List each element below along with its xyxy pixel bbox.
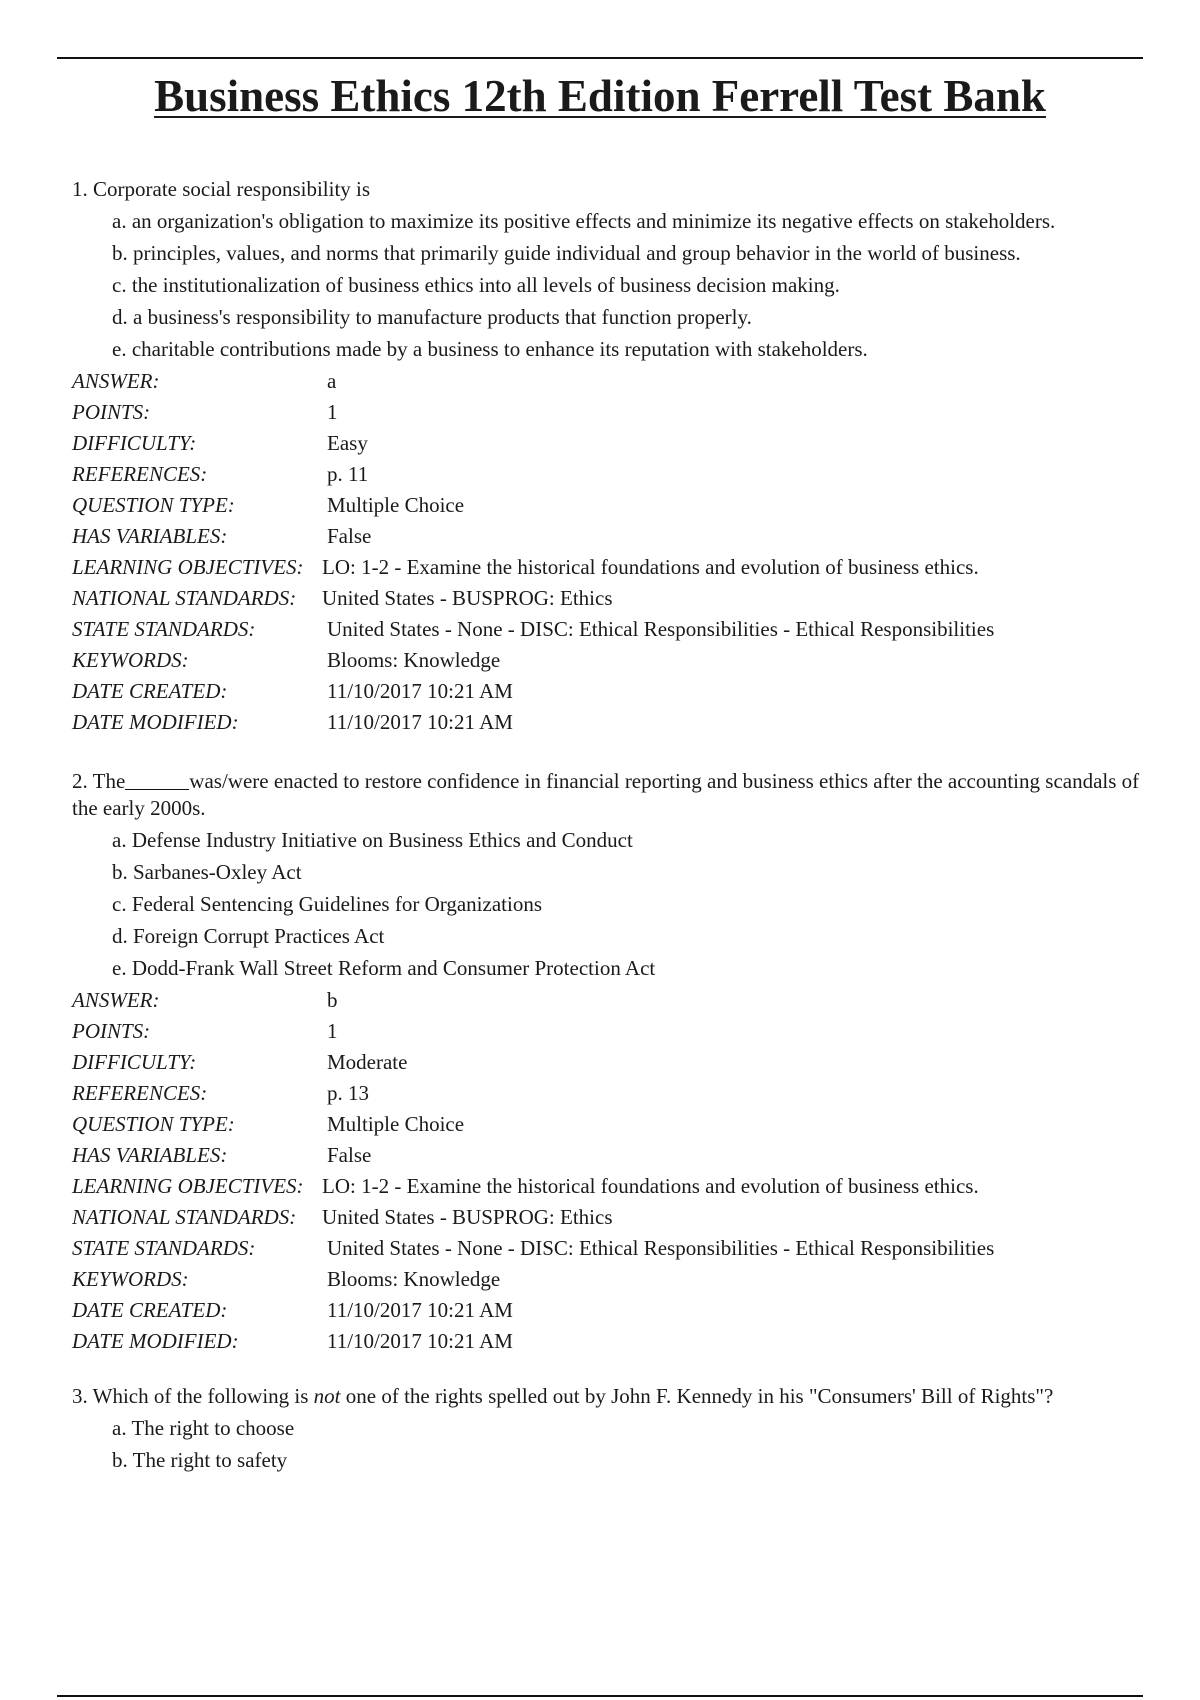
meta-value: 11/10/2017 10:21 AM <box>327 710 513 734</box>
meta-row-references <box>72 459 1140 490</box>
meta-row-keywords <box>72 645 1140 676</box>
meta-value: 11/10/2017 10:21 AM <box>327 679 513 703</box>
meta-label: REFERENCES: <box>72 1081 208 1105</box>
answer-option-a: a. The right to choose <box>112 1416 295 1440</box>
answer-option-c: c. Federal Sentencing Guidelines for Organizations <box>112 892 542 916</box>
answer-option-b: b. The right to safety <box>112 1448 288 1472</box>
meta-value: Multiple Choice <box>327 1112 465 1136</box>
question-stem <box>72 768 1140 822</box>
meta-row-learning-objectives <box>72 552 1140 583</box>
bottom-rule <box>57 1695 1143 1697</box>
answer-option-b: b. principles, values, and norms that primarily guide individual and group behavior in the world of business. <box>112 241 1021 265</box>
meta-label: POINTS: <box>72 400 151 424</box>
meta-row-has-variables <box>72 521 1140 552</box>
meta-value: United States - BUSPROG: Ethics <box>322 586 613 610</box>
meta-value: 1 <box>327 1019 338 1043</box>
meta-label: ANSWER: <box>72 988 160 1012</box>
meta-value: LO: 1-2 - Examine the historical foundations and evolution of business ethics. <box>322 555 979 579</box>
meta-value: b <box>327 988 338 1012</box>
meta-row-answer <box>72 366 1140 397</box>
question-stem-start: 3. Which of the following is <box>72 1384 309 1408</box>
fill-in-blank <box>125 771 189 790</box>
meta-label: LEARNING OBJECTIVES: <box>72 1174 304 1198</box>
meta-row-has-variables <box>72 1140 1140 1171</box>
meta-label: STATE STANDARDS: <box>72 617 256 641</box>
meta-label: DATE CREATED: <box>72 679 228 703</box>
meta-value: Easy <box>327 431 368 455</box>
meta-row-difficulty <box>72 428 1140 459</box>
meta-value: p. 11 <box>327 462 369 486</box>
meta-value: Blooms: Knowledge <box>327 1267 501 1291</box>
meta-value: False <box>327 1143 372 1167</box>
meta-row-references <box>72 1078 1140 1109</box>
meta-value: United States - BUSPROG: Ethics <box>322 1205 613 1229</box>
meta-label: DIFFICULTY: <box>72 1050 197 1074</box>
question-list <box>72 176 1140 1506</box>
meta-row-state-standards <box>72 1233 1140 1264</box>
meta-value: False <box>327 524 372 548</box>
meta-row-national-standards <box>72 1202 1140 1233</box>
answer-option-c: c. the institutionalization of business ethics into all levels of business decision making. <box>112 273 840 297</box>
question-stem-emphasis: not <box>313 1384 341 1408</box>
meta-row-points <box>72 397 1140 428</box>
meta-value: 11/10/2017 10:21 AM <box>327 1298 513 1322</box>
answer-option-e: e. charitable contributions made by a business to enhance its reputation with stakeholders. <box>112 337 868 361</box>
meta-value: United States - None - DISC: Ethical Responsibilities - Ethical Responsibilities <box>327 1236 995 1260</box>
meta-label: QUESTION TYPE: <box>72 1112 235 1136</box>
question-stem-end: one of the rights spelled out by John F. Kennedy in his "Consumers' Bill of Rights"? <box>345 1384 1054 1408</box>
meta-label: DATE MODIFIED: <box>72 1329 239 1353</box>
document-title-text: Business Ethics 12th Edition Ferrell Test Bank <box>154 71 1046 121</box>
meta-row-learning-objectives <box>72 1171 1140 1202</box>
question-1 <box>72 176 1140 738</box>
answer-option-d: d. Foreign Corrupt Practices Act <box>112 924 385 948</box>
meta-value: a <box>327 369 337 393</box>
meta-value: 11/10/2017 10:21 AM <box>327 1329 513 1353</box>
meta-row-date-created <box>72 676 1140 707</box>
meta-row-date-created <box>72 1295 1140 1326</box>
meta-label: REFERENCES: <box>72 462 208 486</box>
answer-option-e: e. Dodd-Frank Wall Street Reform and Consumer Protection Act <box>112 956 656 980</box>
top-rule <box>57 57 1143 59</box>
meta-label: POINTS: <box>72 1019 151 1043</box>
meta-label: DIFFICULTY: <box>72 431 197 455</box>
meta-label: KEYWORDS: <box>72 648 189 672</box>
question-2 <box>72 768 1140 1357</box>
answer-option-b: b. Sarbanes-Oxley Act <box>112 860 302 884</box>
meta-value: United States - None - DISC: Ethical Responsibilities - Ethical Responsibilities <box>327 617 995 641</box>
question-3 <box>72 1383 1140 1476</box>
meta-row-state-standards <box>72 614 1140 645</box>
meta-label: LEARNING OBJECTIVES: <box>72 555 304 579</box>
meta-value: p. 13 <box>327 1081 369 1105</box>
question-metadata <box>72 985 1140 1357</box>
meta-row-answer <box>72 985 1140 1016</box>
meta-row-question-type <box>72 490 1140 521</box>
meta-label: ANSWER: <box>72 369 160 393</box>
meta-value: Multiple Choice <box>327 493 465 517</box>
question-stem-start: 2. The <box>72 769 126 793</box>
meta-row-difficulty <box>72 1047 1140 1078</box>
meta-label: QUESTION TYPE: <box>72 493 235 517</box>
meta-label: STATE STANDARDS: <box>72 1236 256 1260</box>
meta-label: HAS VARIABLES: <box>72 524 228 548</box>
meta-row-date-modified <box>72 1326 1140 1357</box>
question-stem <box>72 1383 1140 1410</box>
meta-row-keywords <box>72 1264 1140 1295</box>
meta-label: HAS VARIABLES: <box>72 1143 228 1167</box>
meta-row-national-standards <box>72 583 1140 614</box>
meta-value: LO: 1-2 - Examine the historical foundations and evolution of business ethics. <box>322 1174 979 1198</box>
question-stem-end: was/were enacted to restore confidence in financial reporting and business ethics after the accounting scandals of the early 2000s. <box>72 769 1140 820</box>
answer-option-a: a. an organization's obligation to maximize its positive effects and minimize its negative effects on stakeholders. <box>112 209 1056 233</box>
meta-label: NATIONAL STANDARDS: <box>72 586 297 610</box>
meta-value: Moderate <box>327 1050 408 1074</box>
question-metadata <box>72 366 1140 738</box>
meta-row-points <box>72 1016 1140 1047</box>
document-title <box>0 70 1200 122</box>
meta-label: NATIONAL STANDARDS: <box>72 1205 297 1229</box>
meta-value: Blooms: Knowledge <box>327 648 501 672</box>
meta-row-date-modified <box>72 707 1140 738</box>
meta-label: DATE MODIFIED: <box>72 710 239 734</box>
answer-option-d: d. a business's responsibility to manufacture products that function properly. <box>112 305 752 329</box>
meta-value: 1 <box>327 400 338 424</box>
question-stem: 1. Corporate social responsibility is <box>72 177 371 201</box>
meta-row-question-type <box>72 1109 1140 1140</box>
meta-label: DATE CREATED: <box>72 1298 228 1322</box>
meta-label: KEYWORDS: <box>72 1267 189 1291</box>
answer-option-a: a. Defense Industry Initiative on Business Ethics and Conduct <box>112 828 633 852</box>
